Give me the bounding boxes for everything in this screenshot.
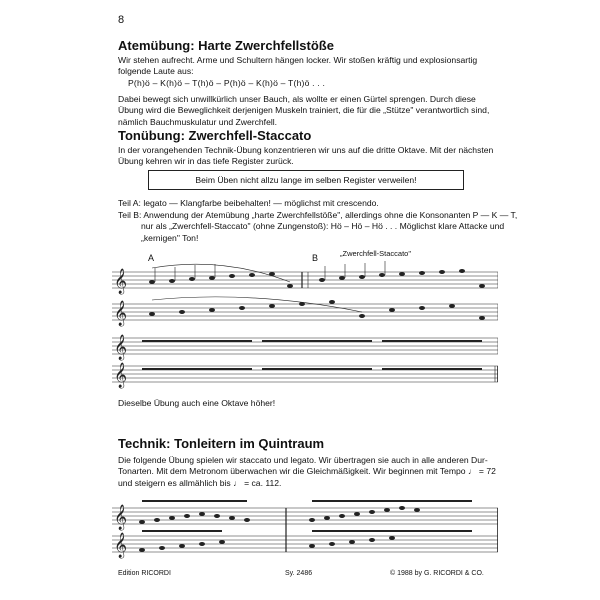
section3-paragraph1: Die folgende Übung spielen wir staccato und legato. Wir übertragen sie auch in alle anderen Dur-Tonarten. Mit dem Metronom überwachen wir die Gleichmäßigkeit. Wir beginnen mit Tempo ♩ = 72 und steigern es allmählich bis ♩ = ca. 112. [118, 455, 496, 488]
scale-note-heads [139, 506, 420, 552]
breath-syllables: P(h)ö – K(h)ö – T(h)ö – P(h)ö – K(h)ö – T(h)ö . . . [128, 78, 326, 88]
staccato-label: „Zwerchfell-Staccato" [340, 249, 412, 258]
svg-text:𝄞: 𝄞 [114, 363, 128, 388]
page-number: 8 [118, 14, 125, 26]
section-title-tonuebung: Tonübung: Zwerchfell-Staccato [118, 128, 312, 143]
scales-music-systems [112, 490, 498, 560]
section1-paragraph1: Wir stehen aufrecht. Arme und Schultern hängen locker. Wir stoßen kräftig und explosionsartig folgende Laute aus: [118, 55, 478, 77]
svg-text:𝄞: 𝄞 [114, 301, 128, 326]
tonuebung-music-systems [112, 256, 498, 396]
teil-b-instruction: Teil B: Anwendung der Atemübung „harte Zwerchfellstöße", allerdings ohne die Konsonanten P — K — T, nur als „Zwerchfell-Staccato" (ohne Zungenstoß): Hö – Hö – Hö . . . Möglichst klare Attacke und „kernigen" Ton! [118, 210, 518, 243]
treble-clef-icon: 𝄞 [114, 269, 128, 294]
svg-text:𝄞: 𝄞 [114, 533, 128, 558]
teil-a-instruction: Teil A: legato — Klangfarbe beibehalten! — möglichst mit crescendo. [118, 198, 379, 208]
beamed-runs [142, 340, 482, 370]
section-title-atemuebung: Atemübung: Harte Zwerchfellstöße [118, 38, 334, 53]
footer-catalog-number: Sy. 2486 [285, 570, 313, 577]
section1-paragraph2: Dabei bewegt sich unwillkürlich unser Bauch, als wollte er einen Gürtel sprengen. Durch diese Übung wird die Beweglichkeit derjenigen Muskeln trainiert, die für die „Stütze" verantwortlich sind, nämlich Bauchmuskulatur und Zwerchfell. [118, 94, 490, 127]
section-title-technik: Technik: Tonleitern im Quintraum [118, 436, 325, 451]
section2-paragraph1: In der vorangehenden Technik-Übung konzentrieren wir uns auf die dritte Oktave. Mit der nächsten Übung kehren wir in das tiefe Register zurück. [118, 145, 494, 167]
footer-publisher: Edition RICORDI [118, 570, 171, 577]
staff-system-2 [112, 304, 498, 320]
footer-copyright: © 1988 by G. RICORDI & CO. [390, 570, 484, 577]
practice-hint-box: Beim Üben nicht allzu lange im selben Register verweilen! [148, 170, 464, 190]
part-label-b: B [312, 253, 319, 263]
octave-higher-note: Dieselbe Übung auch eine Oktave höher! [118, 398, 276, 408]
part-label-a: A [148, 253, 155, 263]
treble-clef-icon: 𝄞 [114, 505, 128, 530]
svg-text:𝄞: 𝄞 [114, 335, 128, 360]
note-heads [149, 269, 485, 320]
